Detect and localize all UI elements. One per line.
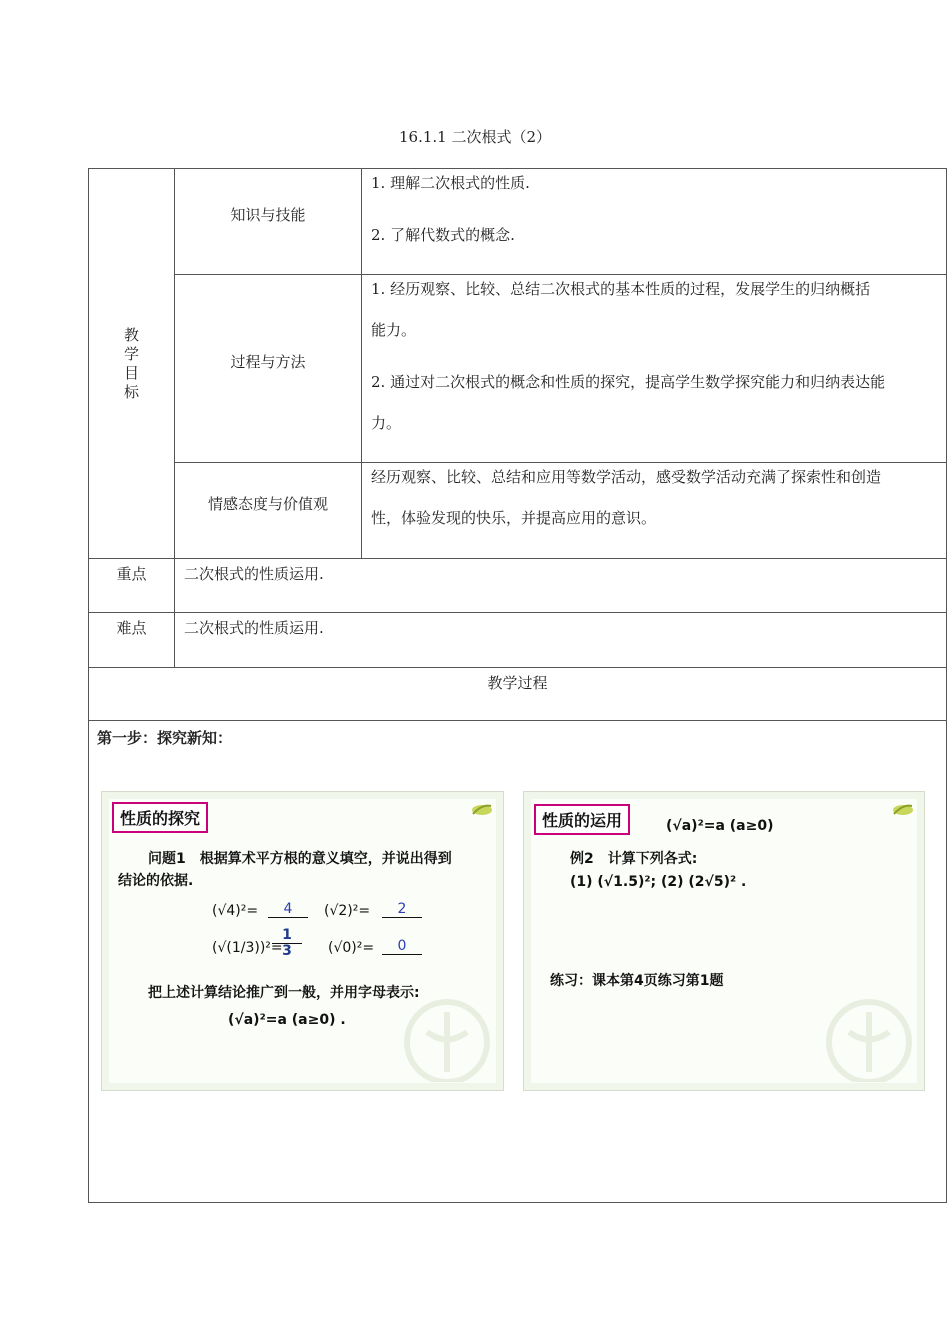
attitude-line-2: 性，体验发现的快乐，并提高应用的意识。 [371,509,657,527]
process-line-4: 力。 [371,414,402,432]
leaf-logo-icon [470,802,494,818]
objectives-label-cell [89,169,175,559]
process-line-1: 1. 经历观察、比较、总结二次根式的基本性质的过程，发展学生的归纳概括 [371,280,871,298]
slide1-ans3-numerator: 1 [282,927,292,943]
process-header: 教学过程 [89,668,947,721]
process-header-row [89,668,947,721]
objective-row-attitude [89,463,947,559]
difficulty-label: 难点 [89,613,175,668]
category-attitude: 情感态度与价值观 [175,463,362,559]
key-point-label: 重点 [89,559,175,613]
document-title: 16.1.1 二次根式（2） [398,128,552,146]
slide1-eq1: (√4)²= [212,903,259,919]
slide2-title: 性质的运用 [534,804,630,835]
process-line-3: 2. 通过对二次根式的概念和性质的探究，提高学生数学探究能力和归纳表达能 [371,373,886,391]
process-line-2: 能力。 [371,321,417,339]
slide1-eq3: (√(1/3))²= [212,940,283,956]
slide2-exercise: 练习：课本第4页练习第1题 [550,973,724,989]
slide1-title: 性质的探究 [112,802,208,833]
leaf-logo-icon [891,802,915,818]
slide1-ans3 [272,928,302,959]
knowledge-line-2: 2. 了解代数式的概念. [371,226,515,244]
slide2-items: (1) (√1.5)²; (2) (2√5)² . [570,874,747,890]
slide1-ans2: 2 [382,901,422,918]
slide1-ans4: 0 [382,938,422,955]
step1-label: 第一步：探究新知： [97,729,233,747]
category-knowledge: 知识与技能 [175,169,362,275]
watermark-icon [814,992,924,1082]
objective-row-knowledge [89,169,947,275]
slide1-eq2: (√2)²= [324,903,371,919]
process-content [362,275,947,463]
key-point-row [89,559,947,613]
slide1-ans3-denominator: 3 [272,943,302,959]
slide1-ans1: 4 [268,901,308,918]
difficulty-row [89,613,947,668]
slide1-problem-line1: 问题1 根据算术平方根的意义填空，并说出得到 [148,851,452,867]
attitude-line-1: 经历观察、比较、总结和应用等数学活动，感受数学活动充满了探索性和创造 [371,468,882,486]
slide2-example: 例2 计算下列各式: [570,851,698,867]
attitude-content [362,463,947,559]
objective-row-process [89,275,947,463]
category-process: 过程与方法 [175,275,362,463]
slide-property-application [523,791,925,1091]
slide1-formula: (√a)²=a (a≥0) . [228,1012,346,1028]
difficulty-text: 二次根式的性质运用. [175,613,947,668]
slide1-eq4: (√0)²= [328,940,375,956]
slide1-problem-line2: 结论的依据. [118,873,194,889]
knowledge-content [362,169,947,275]
key-point-text: 二次根式的性质运用. [175,559,947,613]
watermark-icon [392,992,502,1082]
knowledge-line-1: 1. 理解二次根式的性质. [371,174,530,192]
objectives-label: 教学目标 [123,325,139,401]
slide2-formula: (√a)²=a (a≥0) [666,818,774,834]
slide-property-exploration [101,791,504,1091]
slide1-generalize: 把上述计算结论推广到一般，并用字母表示: [148,985,420,1001]
